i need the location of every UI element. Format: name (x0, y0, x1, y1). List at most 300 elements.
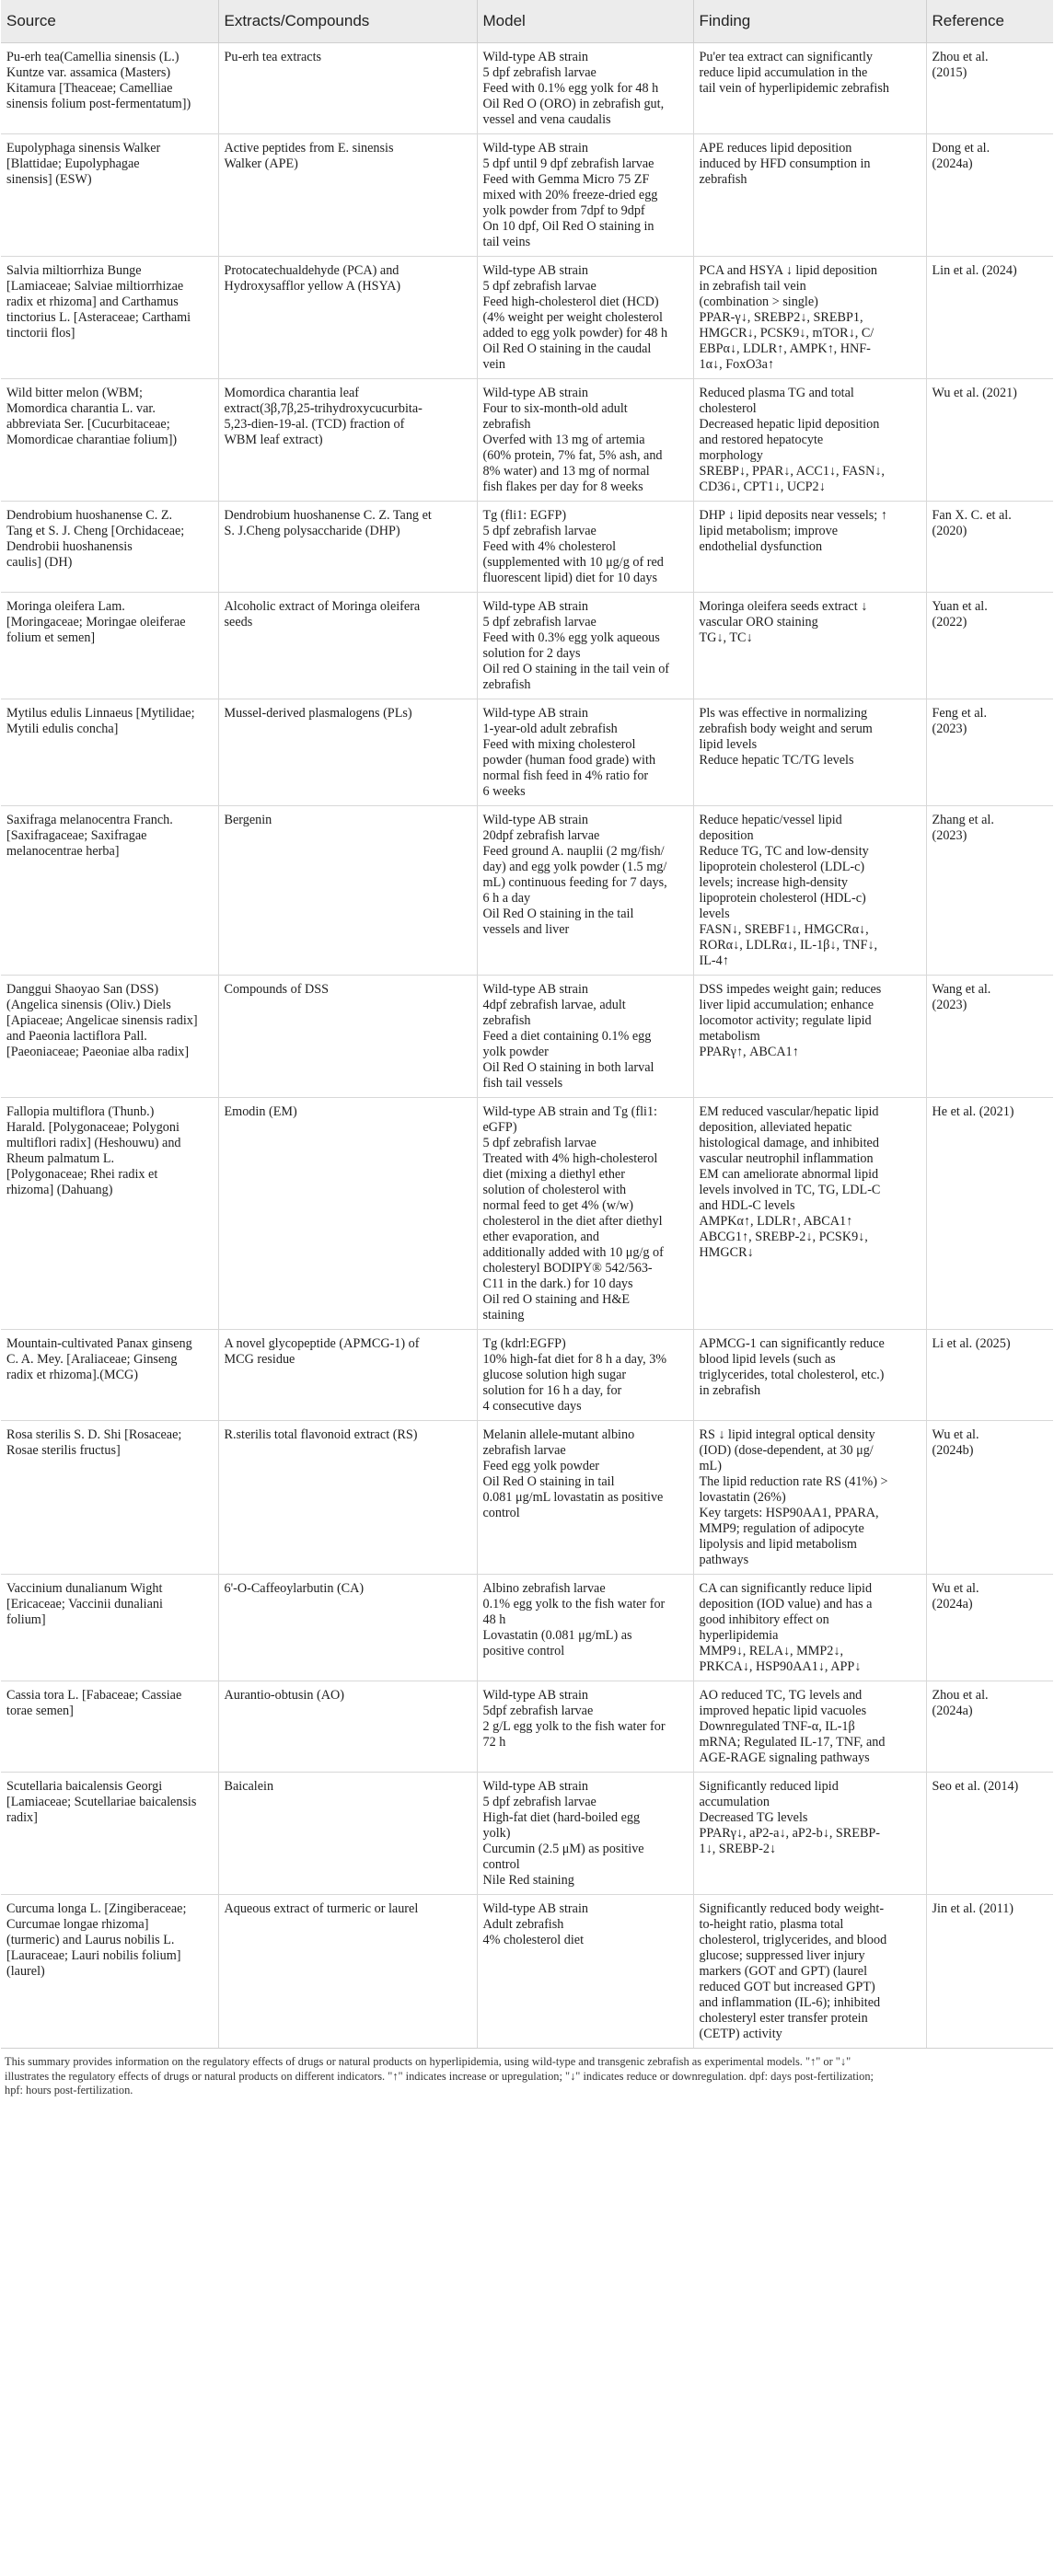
cell-reference-line: (2024a) (932, 1597, 973, 1611)
cell-source (1, 976, 218, 1098)
cell-finding-line: Significantly reduced lipid (699, 1779, 839, 1794)
cell-source (1, 134, 218, 257)
cell-source (1, 379, 218, 502)
cell-reference (926, 134, 1053, 257)
cell-finding-line: DHP ↓ lipid deposits near vessels; ↑ (699, 508, 887, 523)
cell-finding-line: (IOD) (dose-dependent, at 30 μg/ (699, 1443, 874, 1458)
cell-finding-line: reduced GOT but increased GPT) (699, 1980, 875, 1994)
cell-finding-line: locomotor activity; regulate lipid (699, 1013, 872, 1028)
cell-model-line: Feed ground A. nauplii (2 mg/fish/ (482, 844, 665, 859)
cell-model-line: Feed a diet containing 0.1% egg (482, 1029, 652, 1044)
cell-finding-line: and restored hepatocyte (699, 433, 824, 447)
cell-finding-line: AO reduced TC, TG levels and (699, 1688, 863, 1703)
cell-finding-line: glucose; suppressed liver injury (699, 1948, 865, 1963)
cell-finding-line: Key targets: HSP90AA1, PPARA, (699, 1506, 879, 1520)
cell-extract-line: Active peptides from E. sinensis (224, 141, 394, 156)
cell-finding-line: good inhibitory effect on (699, 1612, 829, 1627)
cell-source-line: [Apiaceae; Angelicae sinensis radix] (6, 1013, 198, 1028)
table-row (1, 1681, 1053, 1773)
cell-source (1, 699, 218, 806)
cell-extract (218, 43, 477, 134)
cell-source-line: tinctorii flos] (6, 326, 75, 341)
cell-finding (693, 257, 926, 379)
cell-source-line: radix et rhizoma].(MCG) (6, 1368, 139, 1382)
cell-reference-line: Zhang et al. (932, 813, 994, 827)
cell-source-line: Mytili edulis concha] (6, 722, 119, 736)
cell-source-line: folium et semen] (6, 630, 96, 645)
cell-finding-line: markers (GOT and GPT) (laurel (699, 1964, 868, 1979)
cell-source-line: Curcuma longa L. [Zingiberaceae; (6, 1901, 187, 1916)
cell-reference-line: Fan X. C. et al. (932, 508, 1012, 523)
cell-finding-line: CA can significantly reduce lipid (699, 1581, 873, 1596)
cell-model-line: 5 dpf zebrafish larvae (482, 279, 596, 294)
cell-model-line: mixed with 20% freeze-dried egg (482, 188, 658, 202)
cell-finding-line: Moringa oleifera seeds extract ↓ (699, 599, 868, 614)
hyperlipidemia-table (1, 0, 1053, 2049)
cell-finding-line: induced by HFD consumption in (699, 156, 871, 171)
cell-source-line: C. A. Mey. [Araliaceae; Ginseng (6, 1352, 178, 1367)
cell-finding-line: lipid levels (699, 737, 758, 752)
cell-extract (218, 379, 477, 502)
cell-source-line: Momordicae charantiae folium]) (6, 433, 178, 447)
cell-finding-line: PCA and HSYA ↓ lipid deposition (699, 263, 878, 278)
cell-model (477, 134, 693, 257)
cell-reference-line: Jin et al. (2011) (932, 1901, 1014, 1916)
cell-finding-line: and inflammation (IL-6); inhibited (699, 1995, 881, 2010)
cell-reference (926, 1421, 1053, 1575)
cell-reference-line: Wu et al. (2021) (932, 386, 1017, 400)
cell-model (477, 1330, 693, 1421)
cell-source-line: Curcumae longae rhizoma] (6, 1917, 149, 1932)
table-row (1, 1773, 1053, 1895)
cell-model-line: 5dpf zebrafish larvae (482, 1704, 594, 1718)
cell-finding-line: triglycerides, total cholesterol, etc.) (699, 1368, 885, 1382)
cell-source-line: Tang et S. J. Cheng [Orchidaceae; (6, 524, 185, 538)
cell-model-line: (4% weight per weight cholesterol (482, 310, 663, 325)
cell-extract-line: Walker (APE) (224, 156, 298, 171)
cell-finding (693, 1575, 926, 1681)
cell-model-line: 6 h a day (482, 891, 531, 906)
cell-model-line: Nile Red staining (482, 1873, 574, 1888)
cell-model-line: Oil Red O (ORO) in zebrafish gut, (482, 97, 665, 111)
cell-model-line: Feed high-cholesterol diet (HCD) (482, 295, 659, 309)
cell-extract (218, 976, 477, 1098)
cell-finding-line: PPARγ↓, aP2-a↓, aP2-b↓, SREBP- (699, 1826, 881, 1841)
cell-reference-line: (2023) (932, 998, 967, 1012)
cell-model-line: Oil Red O staining in the caudal (482, 341, 652, 356)
cell-model-line: Albino zebrafish larvae (482, 1581, 606, 1596)
cell-finding-line: MMP9↓, RELA↓, MMP2↓, (699, 1644, 843, 1658)
cell-extract-line: Pu-erh tea extracts (224, 50, 322, 64)
cell-source-line: Danggui Shaoyao San (DSS) (6, 982, 159, 997)
cell-reference-line: Seo et al. (2014) (932, 1779, 1019, 1794)
cell-finding-line: levels involved in TC, TG, LDL-C (699, 1183, 881, 1197)
cell-source-line: [Saxifragaceae; Saxifragae (6, 828, 147, 843)
header-reference: Reference (926, 0, 1053, 43)
cell-source-line: Dendrobii huoshanensis (6, 539, 133, 554)
cell-extract-line: Compounds of DSS (224, 982, 330, 997)
cell-extract (218, 1421, 477, 1575)
cell-extract (218, 1098, 477, 1330)
cell-model-line: 4dpf zebrafish larvae, adult (482, 998, 626, 1012)
cell-finding (693, 1681, 926, 1773)
cell-model-line: vessel and vena caudalis (482, 112, 611, 127)
cell-source-line: Harald. [Polygonaceae; Polygoni (6, 1120, 180, 1135)
cell-model-line: 4% cholesterol diet (482, 1933, 585, 1947)
footnote-line: This summary provides information on the regulatory effects of drugs or natural products on hyperlipidemia, using wild-type and transgenic zebrafish as experimental models. "↑" or "↓" (5, 2055, 851, 2068)
cell-model-line: fish flakes per day for 8 weeks (482, 479, 643, 494)
cell-model-line: normal feed to get 4% (w/w) (482, 1198, 633, 1213)
cell-model-line: fish tail vessels (482, 1076, 563, 1091)
cell-finding-line: levels; increase high-density (699, 875, 849, 890)
cell-finding-line: DSS impedes weight gain; reduces (699, 982, 882, 997)
cell-model-line: solution of cholesterol with (482, 1183, 627, 1197)
cell-reference-line: He et al. (2021) (932, 1104, 1014, 1119)
cell-source-line: [Lamiaceae; Salviae miltiorrhizae (6, 279, 184, 294)
cell-source-line: sinensis] (ESW) (6, 172, 92, 187)
cell-extract-line: Emodin (EM) (224, 1104, 297, 1119)
cell-extract-line: Baicalein (224, 1779, 274, 1794)
cell-finding-line: Decreased hepatic lipid deposition (699, 417, 880, 432)
cell-model-line: Four to six-month-old adult (482, 401, 628, 416)
cell-extract (218, 257, 477, 379)
cell-model (477, 1098, 693, 1330)
cell-extract-line: R.sterilis total flavonoid extract (RS) (224, 1427, 418, 1442)
cell-model-line: Overfed with 13 mg of artemia (482, 433, 645, 447)
table-row (1, 43, 1053, 134)
cell-finding-line: Reduce TG, TC and low-density (699, 844, 869, 859)
cell-model (477, 976, 693, 1098)
header-row (1, 0, 1053, 43)
cell-extract-line: Bergenin (224, 813, 272, 827)
cell-model-line: mL) continuous feeding for 7 days, (482, 875, 667, 890)
cell-finding-line: deposition, alleviated hepatic (699, 1120, 852, 1135)
cell-finding-line: RORα↓, LDLRα↓, IL-1β↓, TNF↓, (699, 938, 878, 953)
cell-finding-line: CD36↓, CPT1↓, UCP2↓ (699, 479, 826, 494)
cell-model-line: control (482, 1506, 520, 1520)
cell-finding (693, 1773, 926, 1895)
cell-source-line: [Polygonaceae; Rhei radix et (6, 1167, 158, 1182)
cell-reference-line: Zhou et al. (932, 1688, 989, 1703)
cell-finding-line: cholesteryl ester transfer protein (699, 2011, 868, 2026)
cell-extract-line: extract(3β,7β,25-trihydroxycucurbita- (224, 401, 423, 416)
footnote-line: illustrates the regulatory effects of drugs or natural products on different indicators. "↑" indicates increase or upregulation; "↓" indicates reduce or downregulation. dpf: days post-fertilization; (5, 2069, 874, 2083)
cell-finding-line: FASN↓, SREBF1↓, HMGCRα↓, (699, 922, 869, 937)
cell-model-line: 2 g/L egg yolk to the fish water for (482, 1719, 666, 1734)
cell-model-line: Wild-type AB strain (482, 141, 588, 156)
cell-finding-line: PRKCA↓, HSP90AA1↓, APP↓ (699, 1659, 862, 1674)
cell-model-line: 5 dpf zebrafish larvae (482, 1795, 596, 1809)
cell-source-line: Saxifraga melanocentra Franch. (6, 813, 173, 827)
cell-model-line: Feed with Gemma Micro 75 ZF (482, 172, 650, 187)
cell-model-line: zebrafish larvae (482, 1443, 566, 1458)
cell-source-line: rhizoma] (Dahuang) (6, 1183, 113, 1197)
cell-model-line: Feed egg yolk powder (482, 1459, 599, 1473)
cell-model-line: 6 weeks (482, 784, 526, 799)
cell-finding-line: SREBP↓, PPAR↓, ACC1↓, FASN↓, (699, 464, 885, 479)
cell-source-line: [Lamiaceae; Scutellariae baicalensis (6, 1795, 197, 1809)
cell-model-line: (supplemented with 10 μg/g of red (482, 555, 664, 570)
cell-model-line: 5 dpf zebrafish larvae (482, 65, 596, 80)
cell-source (1, 257, 218, 379)
cell-finding-line: AMPKα↑, LDLR↑, ABCA1↑ (699, 1214, 853, 1229)
cell-model-line: Wild-type AB strain and Tg (fli1: (482, 1104, 657, 1119)
cell-source-line: Momordica charantia L. var. (6, 401, 156, 416)
cell-finding-line: pathways (699, 1553, 749, 1567)
table-row (1, 1330, 1053, 1421)
cell-extract (218, 699, 477, 806)
cell-finding-line: mRNA; Regulated IL-17, TNF, and (699, 1735, 886, 1750)
cell-finding-line: levels (699, 907, 730, 921)
cell-model-line: eGFP) (482, 1120, 517, 1135)
cell-model-line: vessels and liver (482, 922, 570, 937)
cell-extract-line: Hydroxysafflor yellow A (HSYA) (224, 279, 401, 294)
cell-finding (693, 806, 926, 976)
cell-model-line: 1-year-old adult zebrafish (482, 722, 618, 736)
cell-model-line: 4 consecutive days (482, 1399, 582, 1414)
cell-model-line: Tg (fli1: EGFP) (482, 508, 567, 523)
cell-model-line: 0.1% egg yolk to the fish water for (482, 1597, 666, 1611)
cell-model-line: fluorescent lipid) diet for 10 days (482, 571, 658, 585)
table-row (1, 806, 1053, 976)
cell-source (1, 1098, 218, 1330)
cell-reference (926, 1773, 1053, 1895)
cell-finding-line: in zebrafish tail vein (699, 279, 806, 294)
cell-source-line: Rheum palmatum L. (6, 1151, 115, 1166)
table-row (1, 257, 1053, 379)
cell-source-line: folium] (6, 1612, 46, 1627)
cell-finding (693, 976, 926, 1098)
cell-source-line: melanocentrae herba] (6, 844, 120, 859)
cell-model-line: diet (mixing a diethyl ether (482, 1167, 625, 1182)
cell-finding-line: Significantly reduced body weight- (699, 1901, 885, 1916)
cell-model-line: Tg (kdrl:EGFP) (482, 1336, 566, 1351)
cell-source-line: (turmeric) and Laurus nobilis L. (6, 1933, 175, 1947)
cell-reference-line: (2020) (932, 524, 967, 538)
table-row (1, 976, 1053, 1098)
cell-reference-line: (2024b) (932, 1443, 974, 1458)
cell-model (477, 43, 693, 134)
cell-finding-line: 1α↓, FoxO3a↑ (699, 357, 775, 372)
cell-finding-line: morphology (699, 448, 763, 463)
cell-finding-line: EM can ameliorate abnormal lipid (699, 1167, 879, 1182)
cell-reference-line: Dong et al. (932, 141, 990, 156)
cell-model-line: 5 dpf zebrafish larvae (482, 1136, 596, 1150)
cell-model-line: Wild-type AB strain (482, 813, 588, 827)
cell-finding-line: RS ↓ lipid integral optical density (699, 1427, 875, 1442)
cell-extract-line: 6'-O-Caffeoylarbutin (CA) (224, 1581, 365, 1596)
cell-source (1, 502, 218, 593)
cell-finding-line: tail vein of hyperlipidemic zebrafish (699, 81, 889, 96)
cell-source-line: [Paeoniaceae; Paeoniae alba radix] (6, 1045, 190, 1059)
cell-source-line: [Ericaceae; Vaccinii dunaliani (6, 1597, 163, 1611)
cell-extract (218, 1575, 477, 1681)
table-row (1, 502, 1053, 593)
cell-finding-line: Reduced plasma TG and total (699, 386, 854, 400)
cell-source (1, 1330, 218, 1421)
cell-finding-line: deposition (699, 828, 754, 843)
cell-reference-line: Zhou et al. (932, 50, 989, 64)
cell-extract (218, 806, 477, 976)
cell-reference (926, 1681, 1053, 1773)
cell-reference (926, 1330, 1053, 1421)
cell-finding-line: EM reduced vascular/hepatic lipid (699, 1104, 879, 1119)
cell-finding-line: to-height ratio, plasma total (699, 1917, 844, 1932)
cell-model-line: Adult zebrafish (482, 1917, 564, 1932)
cell-model-line: additionally added with 10 μg/g of (482, 1245, 664, 1260)
footnote-line: hpf: hours post-fertilization. (5, 2084, 133, 2097)
cell-model-line: 8% water) and 13 mg of normal (482, 464, 650, 479)
table-footnote (1, 2049, 1053, 2098)
cell-source-line: Wild bitter melon (WBM; (6, 386, 143, 400)
cell-source-line: radix] (6, 1810, 38, 1825)
cell-finding-line: lipid metabolism; improve (699, 524, 839, 538)
cell-extract-line: A novel glycopeptide (APMCG-1) of (224, 1336, 420, 1351)
cell-finding-line: PPAR-γ↓, SREBP2↓, SREBP1, (699, 310, 863, 325)
cell-finding-line: vascular neutrophil inflammation (699, 1151, 874, 1166)
cell-source-line: Scutellaria baicalensis Georgi (6, 1779, 163, 1794)
cell-model-line: zebrafish (482, 677, 531, 692)
cell-source (1, 1895, 218, 2049)
cell-finding (693, 134, 926, 257)
cell-finding-line: reduce lipid accumulation in the (699, 65, 868, 80)
cell-reference-line: Wang et al. (932, 982, 991, 997)
table-row (1, 1098, 1053, 1330)
cell-extract-line: Momordica charantia leaf (224, 386, 360, 400)
cell-model-line: Feed with mixing cholesterol (482, 737, 636, 752)
cell-finding-line: IL-4↑ (699, 953, 729, 968)
cell-extract (218, 593, 477, 699)
cell-reference-line: (2023) (932, 828, 967, 843)
cell-source-line: Eupolyphaga sinensis Walker (6, 141, 161, 156)
cell-finding-line: blood lipid levels (such as (699, 1352, 836, 1367)
cell-model-line: Wild-type AB strain (482, 1779, 588, 1794)
cell-finding-line: ABCG1↑, SREBP-2↓, PCSK9↓, (699, 1230, 868, 1244)
cell-model-line: yolk) (482, 1826, 511, 1841)
cell-finding-line: in zebrafish (699, 1383, 761, 1398)
cell-model-line: positive control (482, 1644, 565, 1658)
cell-model-line: normal fish feed in 4% ratio for (482, 768, 649, 783)
cell-extract-line: Alcoholic extract of Moringa oleifera (224, 599, 421, 614)
cell-extract (218, 1895, 477, 2049)
cell-finding-line: The lipid reduction rate RS (41%) > (699, 1474, 888, 1489)
cell-reference-line: (2015) (932, 65, 967, 80)
cell-model-line: Wild-type AB strain (482, 263, 588, 278)
cell-reference-line: Wu et al. (932, 1427, 979, 1442)
cell-model-line: 20dpf zebrafish larvae (482, 828, 600, 843)
cell-finding (693, 699, 926, 806)
cell-finding-line: zebrafish body weight and serum (699, 722, 873, 736)
cell-reference (926, 379, 1053, 502)
cell-finding-line: EBPα↓, LDLR↑, AMPK↑, HNF- (699, 341, 871, 356)
cell-model-line: Wild-type AB strain (482, 599, 588, 614)
cell-finding-line: Downregulated TNF-α, IL-1β (699, 1719, 855, 1734)
cell-model-line: Feed with 4% cholesterol (482, 539, 617, 554)
cell-source-line: [Moringaceae; Moringae oleiferae (6, 615, 186, 630)
cell-source (1, 1421, 218, 1575)
cell-extract (218, 134, 477, 257)
cell-model-line: cholesterol in the diet after diethyl (482, 1214, 663, 1229)
cell-model-line: Wild-type AB strain (482, 50, 588, 64)
cell-finding (693, 1098, 926, 1330)
cell-model-line: 10% high-fat diet for 8 h a day, 3% (482, 1352, 667, 1367)
cell-finding (693, 502, 926, 593)
cell-extract (218, 1773, 477, 1895)
cell-model-line: ether evaporation, and (482, 1230, 599, 1244)
cell-model-line: Lovastatin (0.081 μg/mL) as (482, 1628, 632, 1643)
cell-model-line: tail veins (482, 235, 531, 249)
cell-finding-line: lipolysis and lipid metabolism (699, 1537, 857, 1552)
cell-model-line: Oil red O staining in the tail vein of (482, 662, 670, 676)
cell-finding (693, 1330, 926, 1421)
cell-extract-line: seeds (224, 615, 253, 630)
cell-source-line: Pu-erh tea(Camellia sinensis (L.) (6, 50, 180, 64)
cell-model-line: High-fat diet (hard-boiled egg (482, 1810, 641, 1825)
cell-finding (693, 1895, 926, 2049)
cell-finding-line: APE reduces lipid deposition (699, 141, 852, 156)
table-row (1, 593, 1053, 699)
cell-finding-line: (combination > single) (699, 295, 818, 309)
cell-reference (926, 502, 1053, 593)
cell-reference (926, 593, 1053, 699)
cell-source-line: torae semen] (6, 1704, 74, 1718)
cell-model-line: zebrafish (482, 1013, 531, 1028)
cell-model-line: 5 dpf until 9 dpf zebrafish larvae (482, 156, 654, 171)
cell-model-line: solution for 2 days (482, 646, 581, 661)
cell-source-line: Moringa oleifera Lam. (6, 599, 125, 614)
cell-model-line: vein (482, 357, 505, 372)
cell-finding-line: liver lipid accumulation; enhance (699, 998, 874, 1012)
cell-source-line: and Paeonia lactiflora Pall. (6, 1029, 147, 1044)
cell-model-line: Feed with 0.1% egg yolk for 48 h (482, 81, 659, 96)
cell-reference-line: (2022) (932, 615, 967, 630)
cell-model-line: Oil Red O staining in tail (482, 1474, 615, 1489)
cell-finding-line: cholesterol (699, 401, 757, 416)
cell-model-line: Feed with 0.3% egg yolk aqueous (482, 630, 660, 645)
cell-model-line: 0.081 μg/mL lovastatin as positive (482, 1490, 664, 1505)
cell-source (1, 1575, 218, 1681)
cell-finding (693, 1421, 926, 1575)
cell-finding-line: PPARγ↑, ABCA1↑ (699, 1045, 799, 1059)
cell-finding-line: improved hepatic lipid vacuoles (699, 1704, 867, 1718)
cell-finding-line: AGE-RAGE signaling pathways (699, 1750, 870, 1765)
cell-model (477, 699, 693, 806)
cell-model-line: zebrafish (482, 417, 531, 432)
cell-source-line: radix et rhizoma] and Carthamus (6, 295, 179, 309)
cell-model-line: Melanin allele-mutant albino (482, 1427, 635, 1442)
cell-model-line: C11 in the dark.) for 10 days (482, 1276, 633, 1291)
cell-model-line: Treated with 4% high-cholesterol (482, 1151, 658, 1166)
cell-model-line: On 10 dpf, Oil Red O staining in (482, 219, 654, 234)
cell-extract (218, 502, 477, 593)
cell-source-line: Mountain-cultivated Panax ginseng (6, 1336, 192, 1351)
cell-model-line: control (482, 1857, 520, 1872)
cell-extract-line: Aurantio-obtusin (AO) (224, 1688, 344, 1703)
cell-model (477, 257, 693, 379)
cell-source-line: multiflori radix] (Heshouwu) and (6, 1136, 181, 1150)
cell-extract (218, 1681, 477, 1773)
cell-model-line: (60% protein, 7% fat, 5% ash, and (482, 448, 663, 463)
cell-reference (926, 806, 1053, 976)
cell-reference-line: Yuan et al. (932, 599, 988, 614)
cell-source-line: abbreviata Ser. [Cucurbitaceae; (6, 417, 170, 432)
cell-model (477, 379, 693, 502)
table-row (1, 134, 1053, 257)
cell-model-line: Wild-type AB strain (482, 706, 588, 721)
cell-model-line: powder (human food grade) with (482, 753, 656, 768)
cell-source-line: Mytilus edulis Linnaeus [Mytilidae; (6, 706, 195, 721)
cell-source (1, 806, 218, 976)
